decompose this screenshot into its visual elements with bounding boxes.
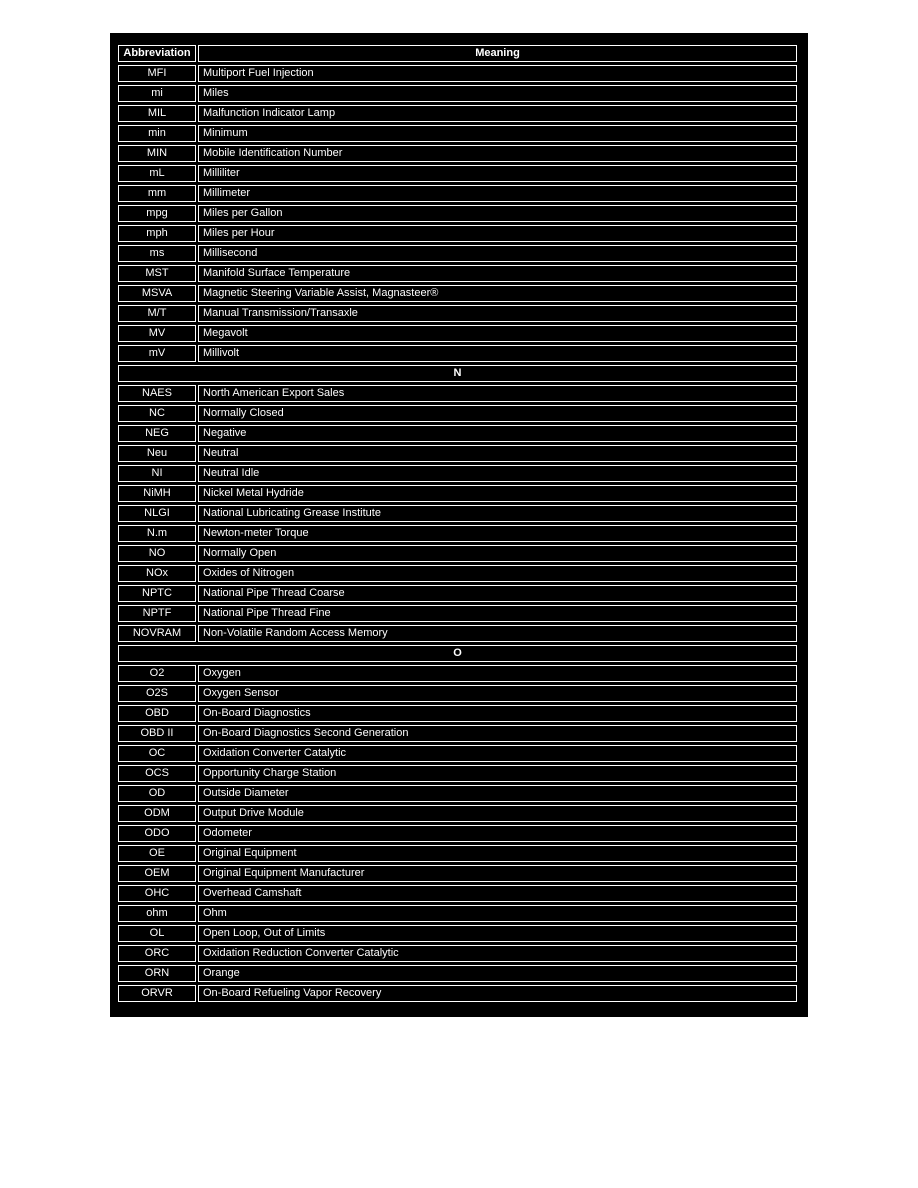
meaning-cell: Odometer (198, 825, 797, 842)
abbreviation-cell: ODO (118, 825, 196, 842)
abbreviation-cell: MIL (118, 105, 196, 122)
abbreviation-cell: mL (118, 165, 196, 182)
table-row (118, 145, 797, 162)
meaning-cell: Magnetic Steering Variable Assist, Magnasteer® (198, 285, 797, 302)
meaning-cell: Oxides of Nitrogen (198, 565, 797, 582)
table-body (118, 65, 797, 1002)
meaning-cell: On-Board Refueling Vapor Recovery (198, 985, 797, 1002)
meaning-cell: On-Board Diagnostics (198, 705, 797, 722)
table-row (118, 845, 797, 862)
abbreviation-cell: Neu (118, 445, 196, 462)
table-row (118, 565, 797, 582)
meaning-cell: Overhead Camshaft (198, 885, 797, 902)
table-row (118, 585, 797, 602)
abbreviation-cell: MFI (118, 65, 196, 82)
abbreviation-cell: MV (118, 325, 196, 342)
meaning-cell: On-Board Diagnostics Second Generation (198, 725, 797, 742)
section-header-row (118, 365, 797, 382)
meaning-cell: Millimeter (198, 185, 797, 202)
meaning-cell: Malfunction Indicator Lamp (198, 105, 797, 122)
abbreviation-cell: OD (118, 785, 196, 802)
meaning-cell: Millisecond (198, 245, 797, 262)
table-row (118, 285, 797, 302)
meaning-cell: Miles per Gallon (198, 205, 797, 222)
meaning-cell: Normally Closed (198, 405, 797, 422)
table-row (118, 825, 797, 842)
abbreviation-cell: min (118, 125, 196, 142)
table-row (118, 445, 797, 462)
table-row (118, 85, 797, 102)
table-row (118, 425, 797, 442)
table-row (118, 225, 797, 242)
meaning-cell: Manifold Surface Temperature (198, 265, 797, 282)
table-row (118, 665, 797, 682)
meaning-cell: Oxidation Reduction Converter Catalytic (198, 945, 797, 962)
table-header-row (118, 45, 797, 62)
meaning-cell: Milliliter (198, 165, 797, 182)
meaning-cell: Oxygen (198, 665, 797, 682)
meaning-cell: Ohm (198, 905, 797, 922)
abbreviation-cell: OHC (118, 885, 196, 902)
meaning-cell: Negative (198, 425, 797, 442)
meaning-cell: Neutral (198, 445, 797, 462)
meaning-cell: Megavolt (198, 325, 797, 342)
abbreviation-cell: NI (118, 465, 196, 482)
meaning-cell: Minimum (198, 125, 797, 142)
abbreviation-cell: OBD II (118, 725, 196, 742)
table-row (118, 765, 797, 782)
abbreviation-cell: mpg (118, 205, 196, 222)
table-row (118, 265, 797, 282)
meaning-cell: Multiport Fuel Injection (198, 65, 797, 82)
section-header-row (118, 645, 797, 662)
table-row (118, 745, 797, 762)
meaning-cell: Original Equipment Manufacturer (198, 865, 797, 882)
meaning-cell: Open Loop, Out of Limits (198, 925, 797, 942)
abbreviation-cell: NOx (118, 565, 196, 582)
table-row (118, 325, 797, 342)
table-row (118, 965, 797, 982)
table-row (118, 605, 797, 622)
abbreviation-cell: O2 (118, 665, 196, 682)
table-row (118, 345, 797, 362)
meaning-cell: Neutral Idle (198, 465, 797, 482)
section-letter: N (118, 365, 797, 382)
meaning-cell: Oxygen Sensor (198, 685, 797, 702)
table-row (118, 925, 797, 942)
table-row (118, 805, 797, 822)
abbreviation-cell: NO (118, 545, 196, 562)
meaning-cell: Outside Diameter (198, 785, 797, 802)
abbreviation-cell: ODM (118, 805, 196, 822)
abbreviation-cell: OC (118, 745, 196, 762)
abbreviation-cell: ms (118, 245, 196, 262)
abbreviation-cell: mV (118, 345, 196, 362)
table-row (118, 785, 797, 802)
meaning-cell: Output Drive Module (198, 805, 797, 822)
table-row (118, 705, 797, 722)
abbreviation-cell: NC (118, 405, 196, 422)
table-row (118, 505, 797, 522)
abbreviation-cell: NPTF (118, 605, 196, 622)
table-row (118, 625, 797, 642)
meaning-cell: Normally Open (198, 545, 797, 562)
abbreviation-cell: OBD (118, 705, 196, 722)
abbreviation-cell: mph (118, 225, 196, 242)
meaning-cell: Millivolt (198, 345, 797, 362)
meaning-cell: Original Equipment (198, 845, 797, 862)
table-row (118, 305, 797, 322)
abbreviation-cell: NPTC (118, 585, 196, 602)
abbreviation-cell: N.m (118, 525, 196, 542)
meaning-cell: Oxidation Converter Catalytic (198, 745, 797, 762)
meaning-cell: Orange (198, 965, 797, 982)
meaning-cell: Non-Volatile Random Access Memory (198, 625, 797, 642)
meaning-cell: Opportunity Charge Station (198, 765, 797, 782)
abbreviation-cell: MST (118, 265, 196, 282)
meaning-cell: National Lubricating Grease Institute (198, 505, 797, 522)
meaning-cell: National Pipe Thread Fine (198, 605, 797, 622)
abbreviation-cell: OE (118, 845, 196, 862)
abbreviation-cell: NOVRAM (118, 625, 196, 642)
abbreviation-cell: MIN (118, 145, 196, 162)
abbreviation-cell: ORN (118, 965, 196, 982)
table-row (118, 865, 797, 882)
meaning-column-header: Meaning (198, 45, 797, 62)
table-row (118, 725, 797, 742)
abbreviation-cell: OEM (118, 865, 196, 882)
meaning-cell: Mobile Identification Number (198, 145, 797, 162)
meaning-cell: Miles (198, 85, 797, 102)
table-row (118, 165, 797, 182)
abbreviation-cell: O2S (118, 685, 196, 702)
table-row (118, 65, 797, 82)
table-row (118, 205, 797, 222)
table-row (118, 405, 797, 422)
table-row (118, 185, 797, 202)
table-row (118, 465, 797, 482)
table-row (118, 945, 797, 962)
table-row (118, 525, 797, 542)
abbreviation-table (110, 33, 808, 1017)
table-row (118, 685, 797, 702)
abbreviation-cell: NiMH (118, 485, 196, 502)
abbreviation-column-header: Abbreviation (118, 45, 196, 62)
abbreviation-cell: ORC (118, 945, 196, 962)
table-row (118, 985, 797, 1002)
table-row (118, 545, 797, 562)
table-row (118, 485, 797, 502)
table-row (118, 245, 797, 262)
abbreviation-cell: mi (118, 85, 196, 102)
abbreviation-cell: M/T (118, 305, 196, 322)
abbreviation-cell: ORVR (118, 985, 196, 1002)
table-row (118, 125, 797, 142)
abbreviation-cell: NAES (118, 385, 196, 402)
table-row (118, 885, 797, 902)
meaning-cell: Nickel Metal Hydride (198, 485, 797, 502)
table-row (118, 385, 797, 402)
meaning-cell: National Pipe Thread Coarse (198, 585, 797, 602)
abbreviation-cell: NEG (118, 425, 196, 442)
abbreviation-cell: mm (118, 185, 196, 202)
abbreviation-cell: OCS (118, 765, 196, 782)
meaning-cell: Newton-meter Torque (198, 525, 797, 542)
meaning-cell: North American Export Sales (198, 385, 797, 402)
table-row (118, 905, 797, 922)
meaning-cell: Manual Transmission/Transaxle (198, 305, 797, 322)
abbreviation-cell: MSVA (118, 285, 196, 302)
table-row (118, 105, 797, 122)
meaning-cell: Miles per Hour (198, 225, 797, 242)
abbreviation-cell: ohm (118, 905, 196, 922)
abbreviation-cell: NLGI (118, 505, 196, 522)
abbreviation-cell: OL (118, 925, 196, 942)
section-letter: O (118, 645, 797, 662)
